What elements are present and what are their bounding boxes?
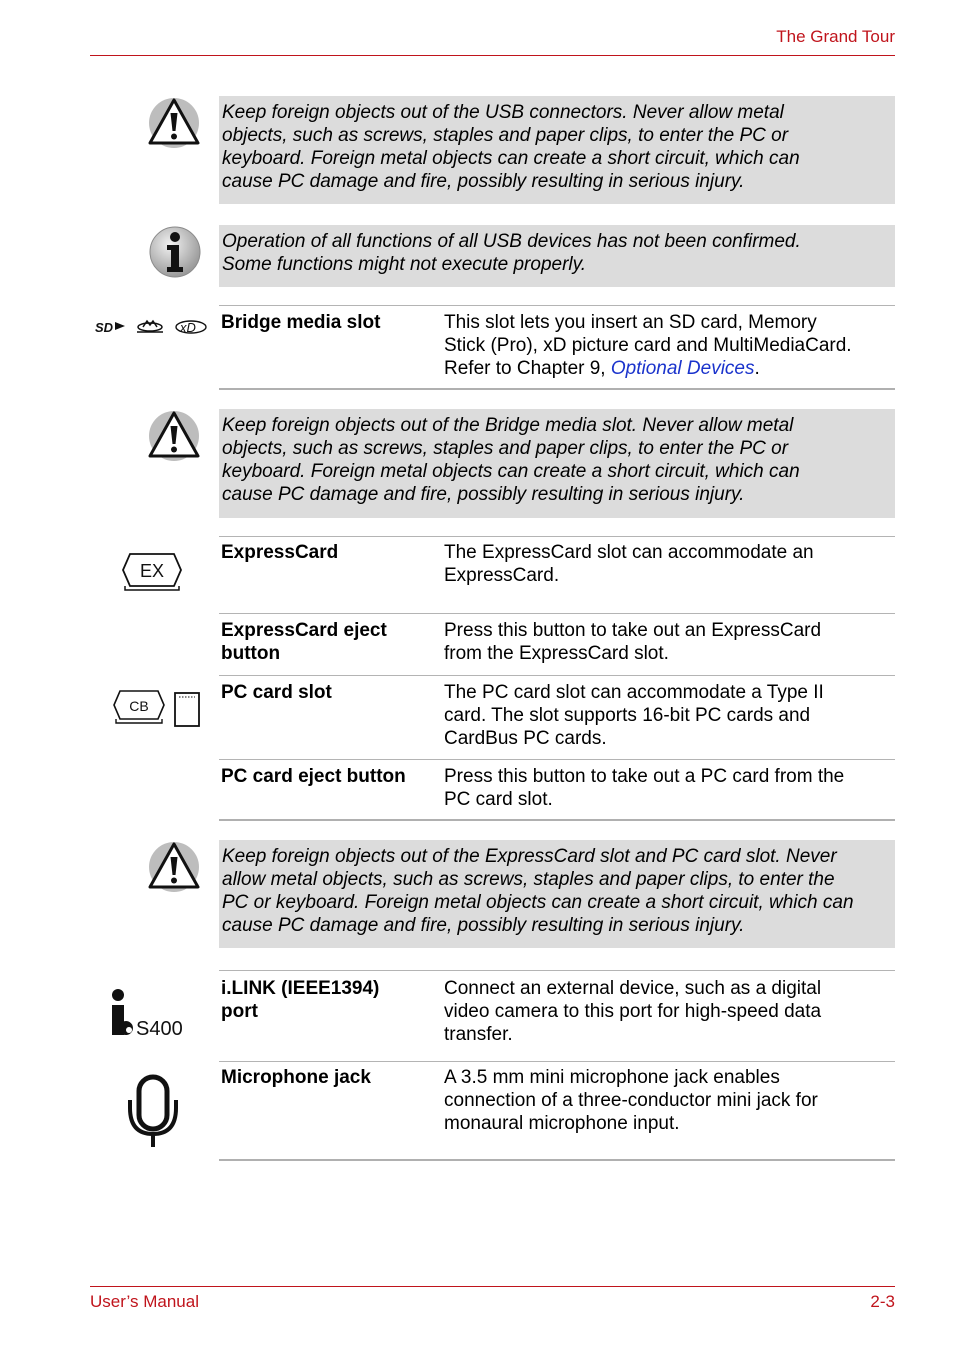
term-line: button — [221, 643, 281, 664]
desc-line: transfer. — [444, 1024, 513, 1045]
note-line: PC or keyboard. Foreign metal objects can create a short circuit, which can — [222, 892, 854, 913]
desc-text: . — [754, 358, 760, 379]
desc-line: CardBus PC cards. — [444, 728, 607, 749]
desc-line: connection of a three-conductor mini jack for — [444, 1090, 818, 1111]
note-line: cause PC damage and fire, possibly resulting in serious injury. — [222, 171, 745, 192]
desc-line: card. The slot supports 16-bit PC cards and — [444, 705, 811, 726]
desc-line — [444, 357, 894, 380]
note-line: cause PC damage and fire, possibly resulting in serious injury. — [222, 915, 745, 936]
desc-ilink-port — [444, 977, 894, 1046]
sd-logo-icon — [95, 320, 125, 335]
desc-expresscard-eject-button — [444, 619, 894, 665]
desc-pc-card-slot — [444, 681, 894, 750]
info-icon — [148, 225, 202, 279]
optional-devices-link[interactable]: Optional Devices — [610, 358, 755, 379]
microphone-icon — [125, 1074, 181, 1150]
memory-stick-logo-icon — [137, 321, 163, 332]
desc-text: Refer to Chapter 9, — [444, 358, 611, 379]
xd-logo-icon — [176, 320, 206, 335]
info-note-usb — [219, 225, 895, 287]
warning-note-usb — [219, 96, 895, 204]
desc-line: ExpressCard. — [444, 565, 560, 586]
footer-manual-title: User’s Manual — [90, 1292, 199, 1311]
note-line: allow metal objects, such as screws, staples and paper clips, to enter the — [222, 869, 835, 890]
term-bridge-media-slot: Bridge media slot — [221, 312, 381, 333]
warning-note-bridge — [219, 409, 895, 518]
term-line: ExpressCard eject — [221, 620, 387, 641]
desc-line: The ExpressCard slot can accommodate an — [444, 542, 814, 563]
table-rule — [219, 536, 895, 537]
note-line: Some functions might not execute properly. — [222, 254, 587, 275]
term-microphone-jack: Microphone jack — [221, 1067, 371, 1088]
table-rule — [219, 613, 895, 614]
term-expresscard: ExpressCard — [221, 542, 339, 563]
desc-line: Press this button to take out a PC card from the — [444, 766, 845, 787]
desc-line: video camera to this port for high-speed data — [444, 1001, 822, 1022]
note-line: cause PC damage and fire, possibly resulting in serious injury. — [222, 484, 745, 505]
desc-line: A 3.5 mm mini microphone jack enables — [444, 1067, 780, 1088]
note-line: objects, such as screws, staples and paper clips, to enter the PC or — [222, 125, 789, 146]
table-rule — [219, 819, 895, 821]
warning-icon — [147, 840, 201, 894]
term-line: i.LINK (IEEE1394) — [221, 978, 380, 999]
running-header: The Grand Tour — [776, 27, 895, 46]
svg-text:S400: S400 — [136, 1018, 183, 1039]
ilink-icon — [108, 987, 194, 1039]
term-line: port — [221, 1001, 258, 1022]
note-line: Keep foreign objects out of the ExpressCard slot and PC card slot. Never — [222, 846, 837, 867]
table-rule — [219, 970, 895, 971]
table-rule — [219, 1159, 895, 1161]
footer-rule — [90, 1286, 895, 1287]
note-line: Keep foreign objects out of the USB connectors. Never allow metal — [222, 102, 784, 123]
note-line: Keep foreign objects out of the Bridge media slot. Never allow metal — [222, 415, 794, 436]
svg-text:xD: xD — [180, 320, 196, 335]
warning-icon — [147, 96, 201, 150]
header-rule — [90, 55, 895, 56]
note-line: objects, such as screws, staples and paper clips, to enter the PC or — [222, 438, 789, 459]
term-pc-card-slot: PC card slot — [221, 682, 332, 703]
table-rule — [219, 675, 895, 676]
note-line: keyboard. Foreign metal objects can create a short circuit, which can — [222, 148, 800, 169]
desc-pc-card-eject-button — [444, 765, 894, 811]
svg-text:SD: SD — [95, 320, 114, 335]
svg-text:CB: CB — [129, 698, 149, 714]
desc-line: This slot lets you insert an SD card, Memory — [444, 312, 817, 333]
table-rule — [219, 759, 895, 760]
desc-line: The PC card slot can accommodate a Type II — [444, 682, 824, 703]
warning-note-expresscard — [219, 840, 895, 948]
term-expresscard-eject-button — [221, 619, 436, 665]
desc-line: from the ExpressCard slot. — [444, 643, 669, 664]
cardbus-icon — [114, 691, 164, 723]
note-line: keyboard. Foreign metal objects can create a short circuit, which can — [222, 461, 800, 482]
table-rule — [219, 1061, 895, 1062]
bridge-media-icons — [93, 317, 211, 337]
pc-card-slot-icon — [175, 693, 199, 726]
desc-line: PC card slot. — [444, 789, 553, 810]
svg-text:EX: EX — [139, 561, 165, 581]
pc-card-icon — [112, 689, 204, 729]
desc-line: Stick (Pro), xD picture card and MultiMediaCard. — [444, 335, 852, 356]
table-rule — [219, 305, 895, 306]
desc-line: monaural microphone input. — [444, 1113, 680, 1134]
desc-bridge-media-slot — [444, 311, 894, 380]
table-rule — [219, 388, 895, 390]
warning-icon — [147, 409, 201, 463]
term-ilink-port — [221, 977, 436, 1023]
desc-microphone-jack — [444, 1066, 894, 1135]
desc-line: Connect an external device, such as a digital — [444, 978, 822, 999]
desc-expresscard — [444, 541, 894, 587]
term-pc-card-eject-button: PC card eject button — [221, 766, 406, 787]
desc-line: Press this button to take out an ExpressCard — [444, 620, 822, 641]
note-line: Operation of all functions of all USB devices has not been confirmed. — [222, 231, 801, 252]
page-number: 2-3 — [870, 1292, 895, 1311]
expresscard-icon — [121, 552, 183, 592]
